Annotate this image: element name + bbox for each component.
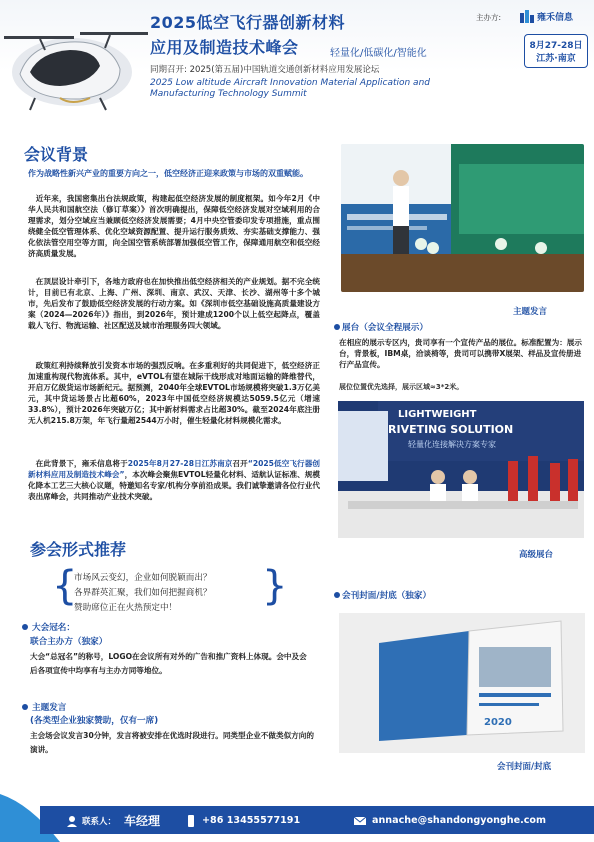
paragraph-text: 政策红利持续释放引发资本市场的强烈反响。在多重利好的共同促进下，低空经济正加速重构现代物流体系。其中，eVTOL有望在城际干线形成对地面运输的降维替代，开启万亿级货运市场新纪元。据预测，2040年全球EVTOL市场规模将突破1.3万亿美元，其中货运场景占比超60%，2023年中国低空经济规模达5059.5亿元（增速33.8%），预计2026年突破万亿；其中新材料需求占比超30%。截至2024年底注册无人机215.8万架，年飞行量超2544万小时，催生轻量化材料规模化需求。	[28, 361, 320, 425]
paragraph-text: ，本次峰会聚焦EVTOL轻量化材料、适航认证标准、规模化降本工艺三大核心议题，特邀知名专家/机构分享前沿成果。我们诚挚邀请各位行业代表出席峰会，共同推动产业技术突破。	[28, 470, 320, 501]
crown-description: 大会“总冠名”的称号，LOGO在会议所有对外的广告和推广资料上体现。会中及会后各项宣传中均享有与主办方同等地位。	[30, 652, 307, 675]
title-line-2: 应用及制造技术峰会	[150, 38, 299, 57]
slogan-line: 市场风云变幻，企业如何脱颖而出？	[74, 573, 212, 583]
crown-title: 大会冠名：	[32, 623, 75, 633]
organizer-logo-text: 雍禾信息	[537, 13, 574, 23]
background-paragraph-2	[28, 276, 320, 331]
background-heading: 会议背景	[24, 145, 89, 164]
event-date-highlight: 2025年8月27-28日江苏南京	[127, 459, 233, 468]
paragraph-text: 召开	[232, 459, 248, 468]
paragraph-text: 近年来，我国密集出台法规政策，构建起低空经济发展的制度框架。如今年2月《中华人民共和国航空法（修订草案）》首次明确提出，保障低空经济发展对空域利用的合理需求，划分空域应当兼顾低空经济发展需要；4月中央空管委印发专项措施，重点围绕健全低空管理体系、优化空域资源配置、提升运行服务质效、夯实基础支撑能力、强化依法管空用空等方面，向全国空管系统部署加强低空管工作，保障通用航空和低空经济高质量发展。	[28, 194, 320, 258]
title-line-1: 2025低空飞行器创新材料	[150, 13, 346, 32]
email-icon	[354, 815, 366, 827]
banner-text: LIGHTWEIGHT	[398, 409, 477, 420]
booth-caption: 高级展台	[519, 550, 554, 560]
keynote-caption: 主题发言	[513, 307, 548, 317]
cover-title: 会刊封面/封底（独家）	[342, 591, 432, 601]
event-date: 8月27-28日	[529, 41, 583, 51]
speech-subtitle: (各类型企业独家赞助，仅有一席)	[30, 716, 159, 726]
left-brace-decoration: {	[52, 563, 78, 609]
evtol-aircraft-image	[0, 14, 150, 114]
contact-phone[interactable]: +86 13455577191	[202, 815, 301, 826]
person-icon	[66, 815, 78, 827]
background-paragraph-3	[28, 360, 320, 426]
cover-caption: 会刊封面/封底	[497, 762, 552, 772]
speech-description: 主会场会议发言30分钟，发言将被安排在优选时段进行。同类型企业不做类似方向的演讲。	[30, 731, 314, 754]
event-name-highlight: “2025低空飞行器创新材料应用及制造技术峰会”	[28, 459, 321, 479]
contact-email[interactable]: annache@shandongyonghe.com	[372, 815, 547, 826]
booth-note: 展位位置优先选择，展示区域≈3*2米。	[339, 383, 464, 391]
right-brace-decoration: }	[262, 563, 288, 609]
brochure-cover-photo	[339, 613, 585, 753]
bullet-icon	[22, 704, 28, 710]
english-title: 2025 Low altitude Aircraft Innovation Material Application and Manufacturing Technology Summit	[150, 78, 430, 99]
exhibition-booth-photo	[338, 401, 584, 538]
booth-description: 在相应的展示专区内，贵司享有一个宣传产品的展位。标准配置为：展示台，背景板，IBM桌，洽谈椅等，贵司可以携带X展架、样品及宣传册进行产品宣传。	[339, 338, 582, 369]
booth-title: 展台（会议全程展示）	[342, 323, 428, 333]
banner-text: 轻量化连接解决方案专家	[408, 440, 496, 449]
contact-label: 联系人：	[82, 817, 117, 827]
brochure-year: 2020	[484, 717, 512, 728]
background-paragraph-4	[28, 458, 320, 502]
event-city: 江苏·南京	[536, 54, 576, 64]
slogan-line: 赞助席位正在火热预定中！	[74, 603, 178, 613]
keynote-speech-photo	[341, 144, 584, 292]
background-lead: 作为战略性新兴产业的重要方向之一，低空经济正迎来政策与市场的双重赋能。	[28, 169, 308, 178]
background-paragraph-1	[28, 193, 320, 259]
forms-heading: 参会形式推荐	[30, 540, 127, 559]
phone-icon	[185, 815, 197, 827]
organizer-label: 主办方:	[476, 13, 502, 22]
crown-subtitle: 联合主办方（独家）	[30, 637, 108, 647]
paragraph-text: 在此背景下，雍禾信息将于	[35, 459, 128, 468]
date-location-box	[524, 34, 588, 68]
bullet-icon	[334, 592, 340, 598]
contact-name: 车经理	[124, 814, 161, 828]
bullet-icon	[22, 624, 28, 630]
paragraph-text: 在顶层设计牵引下，各地方政府也在加快推出低空经济相关的产业规划。据不完全统计，目前已有北京、上海、广州、深圳、南京、武汉、天津、长沙、湖州等十多个城市，先后发布了鼓励低空经济发展的行动方案。如《深圳市低空基础设施高质量建设方案（2024—2026年）》指出，到2026年，预计建成1200个以上低空起降点，覆盖载人飞行、物流运输、社区配送及城市治理服务四大领域。	[28, 277, 320, 330]
title-suffix: 轻量化/低碳化/智能化	[330, 48, 427, 59]
speech-title: 主题发言	[32, 703, 67, 713]
slogan-line: 各界群英汇聚，我们如何把握商机？	[74, 588, 212, 598]
banner-text: RIVETING SOLUTION	[388, 423, 514, 436]
organizer-logo-icon	[520, 9, 536, 23]
concurrent-forum: 同期召开: 2025(第五届)中国轨道交通创新材料应用发展论坛	[150, 65, 380, 75]
bullet-icon	[334, 324, 340, 330]
